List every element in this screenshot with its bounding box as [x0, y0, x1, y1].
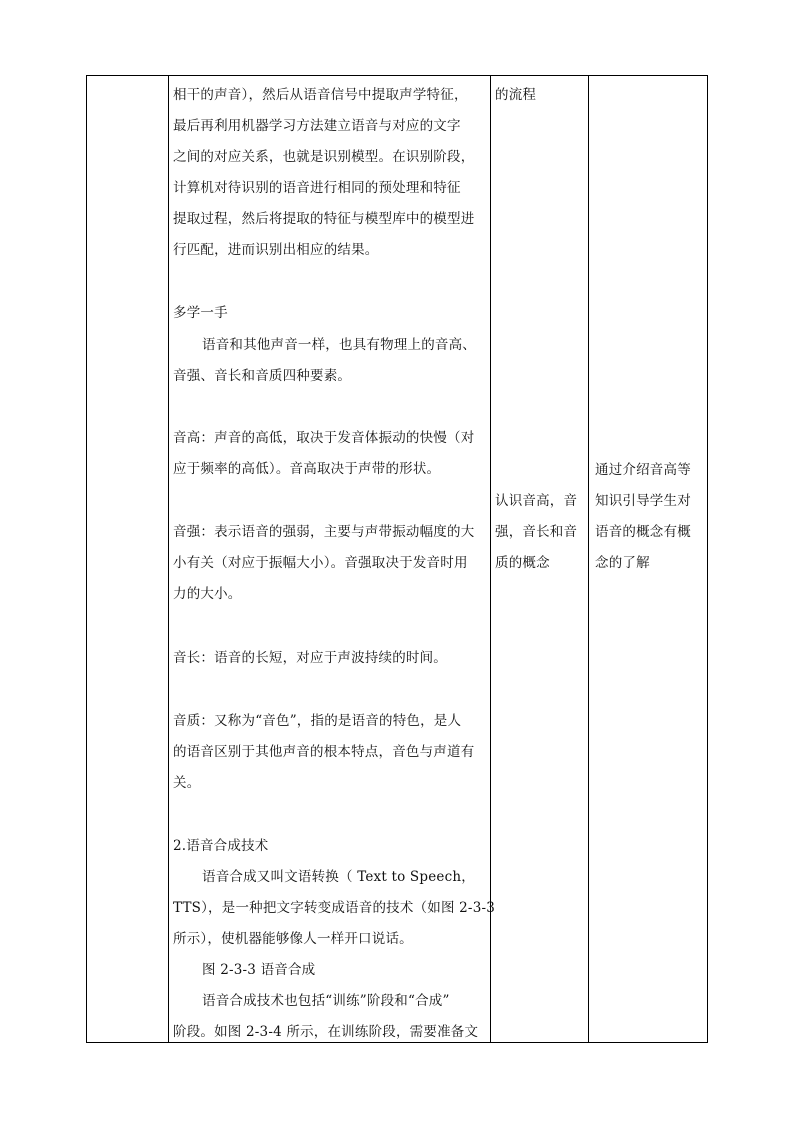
content-line: 计算机对待识别的语音进行相同的预处理和特征: [173, 180, 461, 196]
content-line: 所示），使机器能够像人一样开口说话。: [173, 931, 413, 947]
content-line: 阶段。如图 2-3-4 所示，在训练阶段，需要准备文: [173, 1024, 479, 1040]
intent-line: 语音的概念有概: [595, 524, 691, 540]
activity-line: 的流程: [495, 87, 537, 103]
content-line: 行匹配，进而识别出相应的结果。: [173, 242, 379, 258]
timbre-definition-line: 的语音区别于其他声音的根本特点，音色与声道有: [173, 744, 475, 760]
content-line: 最后再利用机器学习方法建立语音与对应的文字: [173, 118, 461, 134]
intensity-definition-line: 力的大小。: [173, 586, 242, 602]
timbre-definition-line: 关。: [173, 775, 201, 791]
student-activity-cell: [491, 76, 589, 1042]
pitch-definition-line: 应于频率的高低）。音高取决于声带的形状。: [173, 461, 441, 477]
lesson-plan-table: [86, 75, 708, 1043]
content-line: 语音合成又叫文语转换（ Text to Speech，: [202, 869, 475, 885]
content-line: TTS），是一种把文字转变成语音的技术（如图 2-3-3: [173, 900, 496, 916]
length-definition-line: 音长：语音的长短，对应于声波持续的时间。: [173, 650, 447, 666]
activity-line: 质的概念: [495, 555, 550, 571]
section-heading: 2.语音合成技术: [173, 838, 269, 854]
intensity-definition-line: 音强：表示语音的强弱，主要与声带振动幅度的大: [173, 524, 475, 540]
design-intent-cell: [589, 76, 707, 1042]
activity-line: 强，音长和音: [495, 524, 578, 540]
pitch-definition-line: 音高：声音的高低，取决于发音体振动的快慢（对: [173, 430, 475, 446]
figure-caption: 图 2-3-3 语音合成: [202, 962, 316, 978]
timbre-definition-line: 音质：又称为“音色”，指的是语音的特色，是人: [173, 713, 462, 729]
content-line: 相干的声音），然后从语音信号中提取声学特征，: [173, 87, 468, 103]
content-line: 音强、音长和音质四种要素。: [173, 368, 352, 384]
content-line: 语音合成技术也包括“训练”阶段和“合成”: [202, 993, 450, 1009]
activity-line: 认识音高，音: [495, 493, 578, 509]
intent-line: 通过介绍音高等: [595, 462, 691, 478]
column-1-cell: [86, 76, 168, 1042]
teaching-content-cell: [169, 76, 496, 1042]
content-line: 语音和其他声音一样，也具有物理上的音高、: [202, 337, 476, 353]
content-line: 之间的对应关系，也就是识别模型。在识别阶段，: [173, 149, 475, 165]
table-border-right: [707, 76, 708, 1042]
intent-line: 知识引导学生对: [595, 493, 691, 509]
section-heading: 多学一手: [173, 305, 228, 321]
content-line: 提取过程，然后将提取的特征与模型库中的模型进: [173, 211, 475, 227]
intensity-definition-line: 小有关（对应于振幅大小）。音强取决于发音时用: [173, 555, 468, 571]
intent-line: 念的了解: [595, 555, 650, 571]
